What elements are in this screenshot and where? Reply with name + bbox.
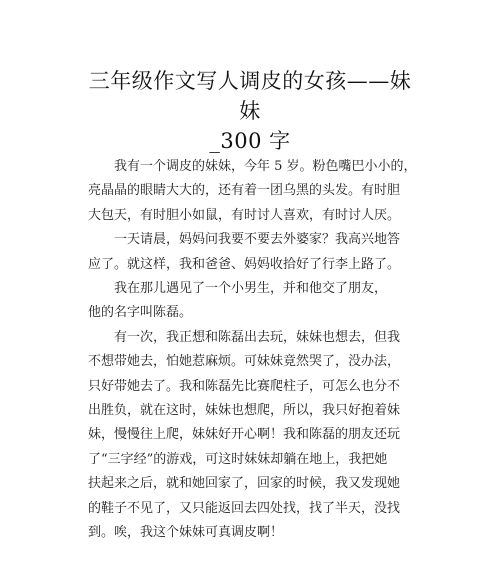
text-line: 我在那儿遇见了一个小男生，并和他交了朋友， [114,281,388,297]
text-line: 亮晶晶的眼睛大大的，还有着一团乌黑的头发。有时胆 [88,183,401,199]
text-line: 我有一个调皮的妹妹，今年 5 岁。粉色嘴巴小小的， [114,159,417,174]
text-line: 扶起来之后，就和她回家了，回家的时候，我又发现她 [88,476,401,492]
text-line: 的鞋子不见了，又只能返回去四处找，找了半天，没找 [88,500,401,516]
title-line-1: 三年级作文写人调皮的女孩——妹妹 [88,69,412,123]
paragraph-3 [88,277,418,326]
text-line: 大包天，有时胆小如鼠，有时讨人喜欢，有时讨人厌。 [88,207,401,223]
text-line: 有一次，我正想和陈磊出去玩，妹妹也想去，但我 [114,329,401,345]
text-line: 应了。就这样，我和爸爸、妈妈收拾好了行李上路了。 [88,256,401,272]
text-line: 他的名字叫陈磊。 [88,305,193,321]
text-line: 妹，慢慢往上爬，妹妹好开心啊！我和陈磊的朋友还玩 [88,427,401,443]
document-body [88,155,418,546]
text-line: 到。唉，我这个妹妹可真调皮啊！ [88,525,284,541]
text-line: 只好带她去了。我和陈磊先比赛爬柱子，可怎么也分不 [88,378,401,394]
text-line: 出胜负，就在这时，妹妹也想爬，所以，我只好抱着妹 [88,403,401,419]
paragraph-2 [88,228,418,277]
text-line: 不想带她去，怕她惹麻烦。可妹妹竟然哭了，没办法， [88,354,401,370]
text-line: 了“三字经”的游戏，可这时妹妹却躺在地上，我把她 [88,451,388,467]
paragraph-4 [88,326,418,546]
text-line: 一天请晨，妈妈问我要不要去外婆家？我高兴地答 [114,232,401,248]
title-line-2: _300 字 [209,129,291,153]
paragraph-1 [88,155,418,228]
document-title [80,66,420,156]
